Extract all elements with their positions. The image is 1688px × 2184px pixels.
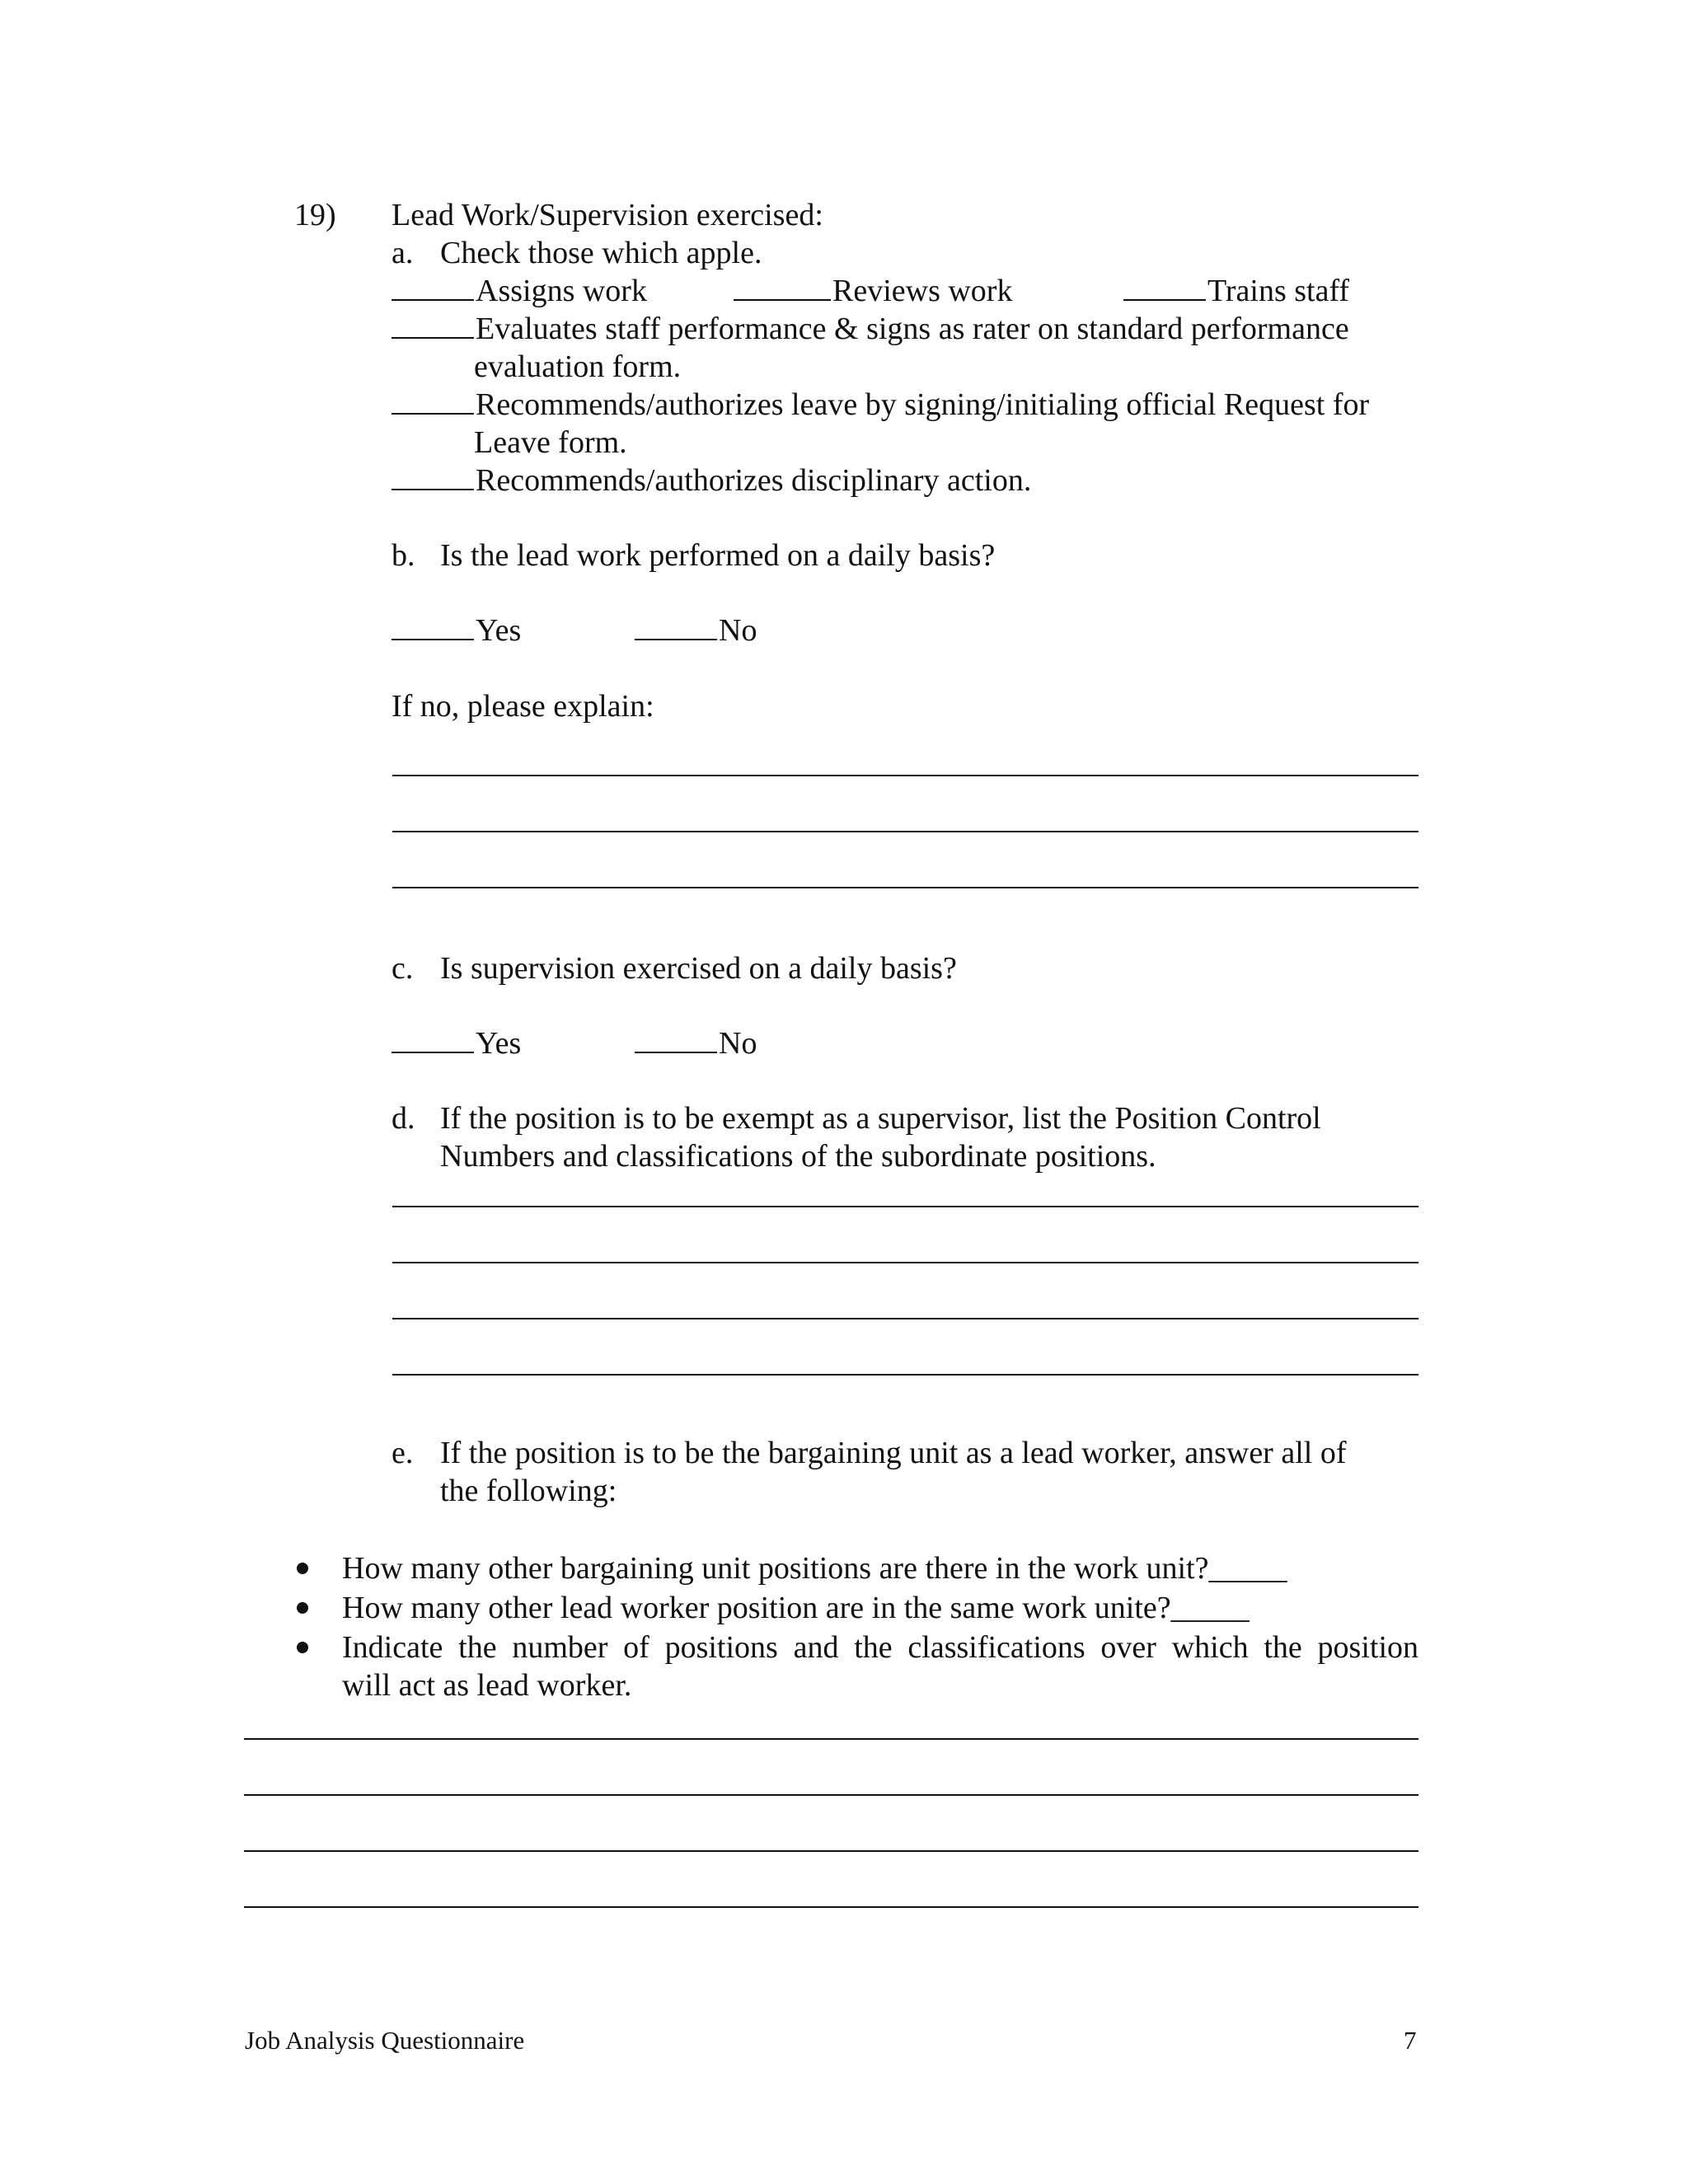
checkbox-blank-c-yes[interactable]	[392, 1027, 474, 1053]
explain-line-3[interactable]	[392, 887, 1418, 888]
checkbox-blank-trains[interactable]	[1123, 274, 1206, 301]
option-evaluates-staff[interactable]: Evaluates staff performance & signs as rater on standard performance	[392, 310, 1349, 348]
part-c-yes-option[interactable]: Yes	[392, 1024, 521, 1062]
explain-line-2[interactable]	[392, 831, 1418, 832]
checkbox-blank-b-yes[interactable]	[392, 614, 474, 640]
lead-worker-line-4[interactable]	[244, 1906, 1418, 1908]
subordinates-line-3[interactable]	[392, 1318, 1418, 1319]
part-b-prompt: Is the lead work performed on a daily basis?	[440, 538, 996, 573]
part-b-no-option[interactable]: No	[635, 612, 757, 649]
part-a-marker: a.	[392, 236, 414, 270]
checkbox-blank-reviews[interactable]	[734, 274, 831, 301]
option-leave-continued: Leave form.	[474, 425, 627, 460]
part-c-marker: c.	[392, 951, 414, 986]
bullet-3-icon	[297, 1642, 308, 1653]
bullet-3-text-line-2: will act as lead worker.	[342, 1668, 632, 1703]
lead-worker-line-3[interactable]	[244, 1850, 1418, 1852]
bullet-1-text: How many other bargaining unit positions are there in the work unit?_____	[342, 1551, 1287, 1586]
part-a-prompt: Check those which apple.	[440, 236, 762, 270]
part-e-prompt-line-1: If the position is to be the bargaining unit as a lead worker, answer all of	[440, 1436, 1347, 1470]
bullet-3-text-line-1: Indicate the number of positions and the classifications over which the position	[342, 1630, 1418, 1665]
bullet-2-icon	[297, 1602, 308, 1614]
bullet-2-text: How many other lead worker position are in the same work unite?_____	[342, 1591, 1250, 1625]
part-d-prompt-line-1: If the position is to be exempt as a supervisor, list the Position Control	[440, 1101, 1321, 1136]
checkbox-blank-c-no[interactable]	[635, 1027, 717, 1053]
question-title: Lead Work/Supervision exercised:	[392, 198, 823, 232]
option-reviews-work[interactable]: Reviews work	[734, 272, 1012, 310]
option-trains-staff[interactable]: Trains staff	[1123, 272, 1349, 310]
option-disciplinary-action[interactable]: Recommends/authorizes disciplinary action.	[392, 462, 1031, 499]
part-e-prompt-line-2: the following:	[440, 1474, 617, 1508]
subordinates-line-1[interactable]	[392, 1206, 1418, 1207]
checkbox-blank-assigns[interactable]	[392, 274, 474, 301]
part-b-marker: b.	[392, 538, 415, 573]
checkbox-blank-b-no[interactable]	[635, 614, 717, 640]
part-c-prompt: Is supervision exercised on a daily basis?	[440, 951, 957, 986]
option-evaluates-continued: evaluation form.	[474, 349, 682, 384]
question-number: 19)	[294, 198, 336, 232]
part-d-marker: d.	[392, 1101, 415, 1136]
bullet-1-icon	[297, 1563, 308, 1574]
footer-title: Job Analysis Questionnaire	[245, 2026, 525, 2055]
subordinates-line-2[interactable]	[392, 1262, 1418, 1263]
option-assigns-work[interactable]: Assigns work	[392, 272, 647, 310]
explain-line-1[interactable]	[392, 775, 1418, 776]
footer-page-number: 7	[1404, 2026, 1417, 2055]
part-c-no-option[interactable]: No	[635, 1024, 757, 1062]
subordinates-line-4[interactable]	[392, 1374, 1418, 1376]
checkbox-blank-leave[interactable]	[392, 388, 474, 415]
option-recommends-leave[interactable]: Recommends/authorizes leave by signing/initialing official Request for	[392, 386, 1369, 424]
checkbox-blank-evaluates[interactable]	[392, 312, 474, 339]
lead-worker-line-2[interactable]	[244, 1794, 1418, 1796]
part-b-yes-option[interactable]: Yes	[392, 612, 521, 649]
part-e-marker: e.	[392, 1436, 414, 1470]
lead-worker-line-1[interactable]	[244, 1738, 1418, 1740]
part-b-explain-label: If no, please explain:	[392, 689, 654, 724]
part-d-prompt-line-2: Numbers and classifications of the subordinate positions.	[440, 1139, 1156, 1174]
checkbox-blank-disciplinary[interactable]	[392, 464, 474, 490]
